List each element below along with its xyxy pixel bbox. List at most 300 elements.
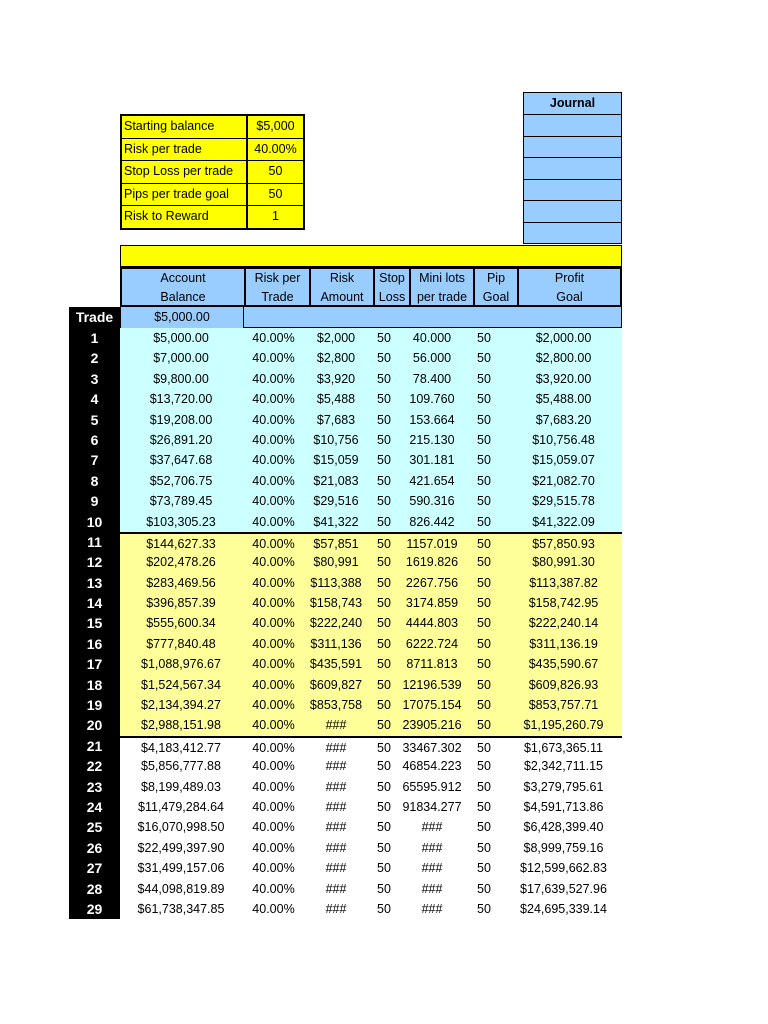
pip-goal-cell[interactable]: 50 (463, 756, 505, 776)
account-balance-cell[interactable]: $37,647.68 (120, 450, 242, 470)
risk-percent-cell[interactable]: 40.00% (242, 736, 305, 756)
start-balance-cell[interactable]: $5,000.00 (120, 307, 243, 328)
risk-percent-cell[interactable]: 40.00% (242, 369, 305, 389)
stop-loss-cell[interactable]: 50 (367, 491, 401, 511)
setting-value[interactable]: 40.00% (254, 141, 297, 156)
setting-stop-loss (122, 161, 303, 184)
table-row (69, 369, 622, 389)
setting-value[interactable]: 50 (268, 186, 283, 201)
journal-cell[interactable] (524, 137, 621, 159)
risk-amount-cell[interactable]: $3,920 (305, 369, 367, 389)
stop-loss-cell[interactable]: 50 (367, 593, 401, 613)
pip-goal-cell[interactable]: 50 (463, 634, 505, 654)
table-row (69, 797, 622, 817)
account-balance-cell[interactable]: $2,134,394.27 (120, 695, 242, 715)
account-balance-cell[interactable]: $5,856,777.88 (120, 756, 242, 776)
stop-loss-cell[interactable]: 50 (367, 613, 401, 633)
risk-amount-cell[interactable]: $2,800 (305, 348, 367, 368)
trade-number: 27 (69, 858, 120, 878)
account-balance-cell[interactable]: $7,000.00 (120, 348, 242, 368)
trade-number: 24 (69, 797, 120, 817)
risk-percent-cell[interactable]: 40.00% (242, 410, 305, 430)
stop-loss-cell[interactable]: 50 (367, 756, 401, 776)
account-balance-cell[interactable]: $4,183,412.77 (120, 736, 242, 756)
header-account-balance (122, 269, 246, 305)
trade-number: 13 (69, 573, 120, 593)
mini-lots-cell[interactable]: 2267.756 (401, 573, 463, 593)
risk-percent-cell[interactable]: 40.00% (242, 675, 305, 695)
mini-lots-cell[interactable]: ### (401, 858, 463, 878)
header-line: Goal (556, 290, 583, 304)
table-row (69, 512, 622, 532)
risk-percent-cell[interactable]: 40.00% (242, 695, 305, 715)
stop-loss-cell[interactable]: 50 (367, 858, 401, 878)
table-row (69, 736, 622, 756)
stop-loss-cell[interactable]: 50 (367, 879, 401, 899)
table-row (69, 410, 622, 430)
stop-loss-cell[interactable]: 50 (367, 797, 401, 817)
mini-lots-cell[interactable]: 8711.813 (401, 654, 463, 674)
setting-risk-reward (122, 206, 303, 228)
mini-lots-cell[interactable]: 4444.803 (401, 613, 463, 633)
mini-lots-cell[interactable]: 109.760 (401, 389, 463, 409)
stop-loss-cell[interactable]: 50 (367, 532, 401, 552)
mini-lots-cell[interactable]: 301.181 (401, 450, 463, 470)
account-balance-cell[interactable]: $144,627.33 (120, 532, 242, 552)
account-balance-cell[interactable]: $26,891.20 (120, 430, 242, 450)
trade-number: 10 (69, 512, 120, 532)
setting-starting-balance (122, 116, 303, 139)
risk-amount-cell[interactable]: $41,322 (305, 512, 367, 532)
risk-percent-cell[interactable]: 40.00% (242, 777, 305, 797)
pip-goal-cell[interactable]: 50 (463, 613, 505, 633)
account-balance-cell[interactable]: $1,088,976.67 (120, 654, 242, 674)
trade-number: 3 (69, 369, 120, 389)
trade-number: 9 (69, 491, 120, 511)
risk-amount-cell[interactable]: $435,591 (305, 654, 367, 674)
journal-cell[interactable] (524, 223, 621, 244)
setting-value[interactable]: 1 (272, 209, 279, 223)
account-balance-cell[interactable]: $13,720.00 (120, 389, 242, 409)
mini-lots-cell[interactable]: ### (401, 879, 463, 899)
risk-amount-cell[interactable]: ### (305, 899, 367, 919)
mini-lots-cell[interactable]: 78.400 (401, 369, 463, 389)
trade-number: 22 (69, 756, 120, 776)
risk-percent-cell[interactable]: 40.00% (242, 532, 305, 552)
mini-lots-cell[interactable]: 590.316 (401, 491, 463, 511)
profit-goal-cell[interactable]: $8,999,759.16 (505, 838, 622, 858)
pip-goal-cell[interactable]: 50 (463, 879, 505, 899)
mini-lots-cell[interactable]: 56.000 (401, 348, 463, 368)
stop-loss-cell[interactable]: 50 (367, 817, 401, 837)
pip-goal-cell[interactable]: 50 (463, 430, 505, 450)
table-row (69, 471, 622, 491)
pip-goal-cell[interactable]: 50 (463, 348, 505, 368)
mini-lots-cell[interactable]: 6222.724 (401, 634, 463, 654)
stop-loss-cell[interactable]: 50 (367, 654, 401, 674)
trade-number: 17 (69, 654, 120, 674)
account-balance-cell[interactable]: $9,800.00 (120, 369, 242, 389)
risk-amount-cell[interactable]: ### (305, 879, 367, 899)
mini-lots-cell[interactable]: 421.654 (401, 471, 463, 491)
account-balance-cell[interactable]: $31,499,157.06 (120, 858, 242, 878)
pip-goal-cell[interactable]: 50 (463, 817, 505, 837)
stop-loss-cell[interactable]: 50 (367, 899, 401, 919)
table-row (69, 634, 622, 654)
risk-percent-cell[interactable]: 40.00% (242, 328, 305, 348)
risk-amount-cell[interactable]: ### (305, 797, 367, 817)
pip-goal-cell[interactable]: 50 (463, 389, 505, 409)
stop-loss-cell[interactable]: 50 (367, 777, 401, 797)
profit-goal-cell[interactable]: $5,488.00 (505, 389, 622, 409)
table-row (69, 879, 622, 899)
risk-amount-cell[interactable]: $29,516 (305, 491, 367, 511)
pip-goal-cell[interactable]: 50 (463, 491, 505, 511)
account-balance-cell[interactable]: $22,499,397.90 (120, 838, 242, 858)
stop-loss-cell[interactable]: 50 (367, 552, 401, 572)
table-row (69, 552, 622, 572)
journal-cell[interactable] (524, 158, 621, 180)
table-row (69, 858, 622, 878)
trade-number: 23 (69, 777, 120, 797)
stop-loss-cell[interactable]: 50 (367, 573, 401, 593)
header-line: Amount (320, 290, 364, 304)
mini-lots-cell[interactable]: 65595.912 (401, 777, 463, 797)
account-balance-cell[interactable]: $5,000.00 (120, 328, 242, 348)
journal-cell[interactable] (524, 201, 621, 223)
account-balance-cell[interactable]: $16,070,998.50 (120, 817, 242, 837)
header-risk-amount (311, 269, 375, 305)
account-balance-cell[interactable]: $44,098,819.89 (120, 879, 242, 899)
stop-loss-cell[interactable]: 50 (367, 715, 401, 735)
profit-goal-cell[interactable]: $4,591,713.86 (505, 797, 622, 817)
risk-amount-cell[interactable]: $853,758 (305, 695, 367, 715)
setting-pips-goal (122, 184, 303, 207)
trade-number: 29 (69, 899, 120, 919)
trade-rows (69, 328, 622, 919)
pip-goal-cell[interactable]: 50 (463, 675, 505, 695)
risk-amount-cell[interactable]: ### (305, 817, 367, 837)
table-row (69, 899, 622, 919)
profit-goal-cell[interactable]: $1,673,365.11 (505, 736, 622, 756)
mini-lots-cell[interactable]: 23905.216 (401, 715, 463, 735)
risk-percent-cell[interactable]: 40.00% (242, 491, 305, 511)
mini-lots-cell[interactable]: 91834.277 (401, 797, 463, 817)
mini-lots-cell[interactable]: 153.664 (401, 410, 463, 430)
mini-lots-cell[interactable]: 3174.859 (401, 593, 463, 613)
risk-percent-cell[interactable]: 40.00% (242, 573, 305, 593)
stop-loss-cell[interactable]: 50 (367, 348, 401, 368)
table-row (69, 817, 622, 837)
header-line: Pip (486, 271, 506, 285)
account-balance-cell[interactable]: $1,524,567.34 (120, 675, 242, 695)
stop-loss-cell[interactable]: 50 (367, 430, 401, 450)
profit-goal-cell[interactable]: $853,757.71 (505, 695, 622, 715)
journal-panel (523, 92, 622, 244)
journal-cell[interactable] (524, 115, 621, 137)
pip-goal-cell[interactable]: 50 (463, 552, 505, 572)
risk-percent-cell[interactable]: 40.00% (242, 634, 305, 654)
risk-amount-cell[interactable]: $15,059 (305, 450, 367, 470)
trade-number: 7 (69, 450, 120, 470)
risk-amount-cell[interactable]: ### (305, 858, 367, 878)
mini-lots-cell[interactable]: 40.000 (401, 328, 463, 348)
profit-goal-cell[interactable]: $435,590.67 (505, 654, 622, 674)
risk-amount-cell[interactable]: $5,488 (305, 389, 367, 409)
table-row (69, 715, 622, 735)
mini-lots-cell[interactable]: 46854.223 (401, 756, 463, 776)
account-balance-cell[interactable]: $2,988,151.98 (120, 715, 242, 735)
risk-percent-cell[interactable]: 40.00% (242, 471, 305, 491)
mini-lots-cell[interactable]: ### (401, 899, 463, 919)
risk-amount-cell[interactable]: $222,240 (305, 613, 367, 633)
table-row (69, 675, 622, 695)
stop-loss-cell[interactable]: 50 (367, 328, 401, 348)
table-row (69, 573, 622, 593)
risk-percent-cell[interactable]: 40.00% (242, 838, 305, 858)
trade-number: 4 (69, 389, 120, 409)
risk-amount-cell[interactable]: ### (305, 838, 367, 858)
stop-loss-cell[interactable]: 50 (367, 634, 401, 654)
profit-goal-cell[interactable]: $2,000.00 (505, 328, 622, 348)
header-line: Risk (329, 271, 355, 285)
stop-loss-cell[interactable]: 50 (367, 369, 401, 389)
risk-amount-cell[interactable]: $609,827 (305, 675, 367, 695)
table-row (69, 450, 622, 470)
pip-goal-cell[interactable]: 50 (463, 654, 505, 674)
header-profit-goal (519, 269, 620, 305)
stop-loss-cell[interactable]: 50 (367, 471, 401, 491)
profit-goal-cell[interactable]: $311,136.19 (505, 634, 622, 654)
start-row-blank (243, 307, 622, 328)
header-line: Risk per (254, 271, 301, 285)
trade-number: 21 (69, 736, 120, 756)
profit-goal-cell[interactable]: $80,991.30 (505, 552, 622, 572)
table-row (69, 348, 622, 368)
risk-percent-cell[interactable]: 40.00% (242, 797, 305, 817)
account-balance-cell[interactable]: $777,840.48 (120, 634, 242, 654)
profit-goal-cell[interactable]: $29,515.78 (505, 491, 622, 511)
journal-title: Journal (524, 93, 621, 115)
mini-lots-cell[interactable]: 1619.826 (401, 552, 463, 572)
risk-percent-cell[interactable]: 40.00% (242, 858, 305, 878)
risk-percent-cell[interactable]: 40.00% (242, 817, 305, 837)
profit-goal-cell[interactable]: $17,639,527.96 (505, 879, 622, 899)
header-stop-loss (375, 269, 411, 305)
trade-number: 2 (69, 348, 120, 368)
pip-goal-cell[interactable]: 50 (463, 899, 505, 919)
journal-cell[interactable] (524, 180, 621, 202)
trade-column-label: Trade (69, 307, 120, 328)
profit-goal-cell[interactable]: $3,279,795.61 (505, 777, 622, 797)
pip-goal-cell[interactable]: 50 (463, 858, 505, 878)
profit-goal-cell[interactable]: $158,742.95 (505, 593, 622, 613)
profit-goal-cell[interactable]: $57,850.93 (505, 532, 622, 552)
header-mini-lots (411, 269, 475, 305)
risk-percent-cell[interactable]: 40.00% (242, 613, 305, 633)
setting-label: Risk per trade (122, 139, 248, 161)
risk-percent-cell[interactable]: 40.00% (242, 756, 305, 776)
trade-number: 26 (69, 838, 120, 858)
setting-risk-per-trade (122, 139, 303, 162)
account-balance-cell[interactable]: $103,305.23 (120, 512, 242, 532)
account-balance-cell[interactable]: $11,479,284.64 (120, 797, 242, 817)
risk-amount-cell[interactable]: $21,083 (305, 471, 367, 491)
table-row (69, 756, 622, 776)
risk-percent-cell[interactable]: 40.00% (242, 450, 305, 470)
header-line: Profit (554, 271, 585, 285)
pip-goal-cell[interactable]: 50 (463, 695, 505, 715)
profit-goal-cell[interactable]: $7,683.20 (505, 410, 622, 430)
mini-lots-cell[interactable]: 826.442 (401, 512, 463, 532)
profit-goal-cell[interactable]: $21,082.70 (505, 471, 622, 491)
pip-goal-cell[interactable]: 50 (463, 593, 505, 613)
profit-goal-cell[interactable]: $1,195,260.79 (505, 715, 622, 735)
trade-number: 14 (69, 593, 120, 613)
profit-goal-cell[interactable]: $222,240.14 (505, 613, 622, 633)
account-balance-cell[interactable]: $19,208.00 (120, 410, 242, 430)
setting-value[interactable]: $5,000 (256, 119, 295, 133)
pip-goal-cell[interactable]: 50 (463, 471, 505, 491)
profit-goal-cell[interactable]: $2,800.00 (505, 348, 622, 368)
trade-number: 18 (69, 675, 120, 695)
header-line: Stop (379, 271, 405, 285)
stop-loss-cell[interactable]: 50 (367, 450, 401, 470)
table-header (120, 267, 622, 307)
pip-goal-cell[interactable]: 50 (463, 736, 505, 756)
risk-percent-cell[interactable]: 40.00% (242, 389, 305, 409)
risk-percent-cell[interactable]: 40.00% (242, 654, 305, 674)
profit-goal-cell[interactable]: $609,826.93 (505, 675, 622, 695)
mini-lots-cell[interactable]: 215.130 (401, 430, 463, 450)
trade-number: 25 (69, 817, 120, 837)
table-row (69, 695, 622, 715)
profit-goal-cell[interactable]: $3,920.00 (505, 369, 622, 389)
profit-goal-cell[interactable]: $2,342,711.15 (505, 756, 622, 776)
setting-value[interactable]: 50 (268, 164, 283, 178)
risk-amount-cell[interactable]: ### (305, 756, 367, 776)
account-balance-cell[interactable]: $555,600.34 (120, 613, 242, 633)
profit-goal-cell[interactable]: $113,387.82 (505, 573, 622, 593)
settings-panel (120, 114, 305, 230)
mini-lots-cell[interactable]: 17075.154 (401, 695, 463, 715)
header-pip-goal (475, 269, 519, 305)
mini-lots-cell[interactable]: ### (401, 838, 463, 858)
mini-lots-cell[interactable]: ### (401, 817, 463, 837)
header-line: Balance (160, 290, 206, 304)
pip-goal-cell[interactable]: 50 (463, 532, 505, 552)
stop-loss-cell[interactable]: 50 (367, 838, 401, 858)
profit-goal-cell[interactable]: $24,695,339.14 (505, 899, 622, 919)
risk-percent-cell[interactable]: 40.00% (242, 552, 305, 572)
mini-lots-cell[interactable]: 1157.019 (401, 532, 463, 552)
pip-goal-cell[interactable]: 50 (463, 715, 505, 735)
trade-number: 1 (69, 328, 120, 348)
header-line: Trade (261, 290, 294, 304)
account-balance-cell[interactable]: $283,469.56 (120, 573, 242, 593)
table-row (69, 532, 622, 552)
table-row (69, 654, 622, 674)
risk-amount-cell[interactable]: $311,136 (305, 634, 367, 654)
table-row (69, 328, 622, 348)
risk-percent-cell[interactable]: 40.00% (242, 348, 305, 368)
risk-percent-cell[interactable]: 40.00% (242, 899, 305, 919)
stop-loss-cell[interactable]: 50 (367, 389, 401, 409)
account-balance-cell[interactable]: $52,706.75 (120, 471, 242, 491)
profit-goal-cell[interactable]: $41,322.09 (505, 512, 622, 532)
profit-goal-cell[interactable]: $6,428,399.40 (505, 817, 622, 837)
pip-goal-cell[interactable]: 50 (463, 797, 505, 817)
account-balance-cell[interactable]: $8,199,489.03 (120, 777, 242, 797)
risk-amount-cell[interactable]: $158,743 (305, 593, 367, 613)
profit-goal-cell[interactable]: $15,059.07 (505, 450, 622, 470)
header-line: Loss (378, 290, 406, 304)
risk-amount-cell[interactable]: ### (305, 736, 367, 756)
table-row (69, 613, 622, 633)
header-line: Mini lots (419, 271, 465, 285)
risk-percent-cell[interactable]: 40.00% (242, 430, 305, 450)
risk-amount-cell[interactable]: $57,851 (305, 532, 367, 552)
stop-loss-cell[interactable]: 50 (367, 736, 401, 756)
risk-percent-cell[interactable]: 40.00% (242, 715, 305, 735)
trade-number: 6 (69, 430, 120, 450)
risk-amount-cell[interactable]: $10,756 (305, 430, 367, 450)
risk-amount-cell[interactable]: $80,991 (305, 552, 367, 572)
profit-goal-cell[interactable]: $10,756.48 (505, 430, 622, 450)
risk-percent-cell[interactable]: 40.00% (242, 593, 305, 613)
risk-amount-cell[interactable]: $113,388 (305, 573, 367, 593)
risk-amount-cell[interactable]: $2,000 (305, 328, 367, 348)
stop-loss-cell[interactable]: 50 (367, 512, 401, 532)
trade-number: 5 (69, 410, 120, 430)
pip-goal-cell[interactable]: 50 (463, 328, 505, 348)
account-balance-cell[interactable]: $396,857.39 (120, 593, 242, 613)
risk-amount-cell[interactable]: ### (305, 715, 367, 735)
stop-loss-cell[interactable]: 50 (367, 695, 401, 715)
pip-goal-cell[interactable]: 50 (463, 512, 505, 532)
header-line: Goal (482, 290, 510, 304)
banner-bar (120, 245, 622, 267)
pip-goal-cell[interactable]: 50 (463, 450, 505, 470)
stop-loss-cell[interactable]: 50 (367, 675, 401, 695)
pip-goal-cell[interactable]: 50 (463, 573, 505, 593)
stop-loss-cell[interactable]: 50 (367, 410, 401, 430)
risk-percent-cell[interactable]: 40.00% (242, 512, 305, 532)
account-balance-cell[interactable]: $61,738,347.85 (120, 899, 242, 919)
header-risk-per-trade (246, 269, 311, 305)
header-line: per trade (416, 290, 468, 304)
risk-amount-cell[interactable]: $7,683 (305, 410, 367, 430)
table-row (69, 593, 622, 613)
mini-lots-cell[interactable]: 12196.539 (401, 675, 463, 695)
account-balance-cell[interactable]: $73,789.45 (120, 491, 242, 511)
trade-number: 12 (69, 552, 120, 572)
pip-goal-cell[interactable]: 50 (463, 777, 505, 797)
profit-goal-cell[interactable]: $12,599,662.83 (505, 858, 622, 878)
table-row (69, 838, 622, 858)
pip-goal-cell[interactable]: 50 (463, 410, 505, 430)
table-row (69, 777, 622, 797)
risk-percent-cell[interactable]: 40.00% (242, 879, 305, 899)
pip-goal-cell[interactable]: 50 (463, 369, 505, 389)
trade-number: 16 (69, 634, 120, 654)
pip-goal-cell[interactable]: 50 (463, 838, 505, 858)
risk-amount-cell[interactable]: ### (305, 777, 367, 797)
setting-label: Pips per trade goal (122, 184, 248, 206)
mini-lots-cell[interactable]: 33467.302 (401, 736, 463, 756)
account-balance-cell[interactable]: $202,478.26 (120, 552, 242, 572)
trade-number: 8 (69, 471, 120, 491)
